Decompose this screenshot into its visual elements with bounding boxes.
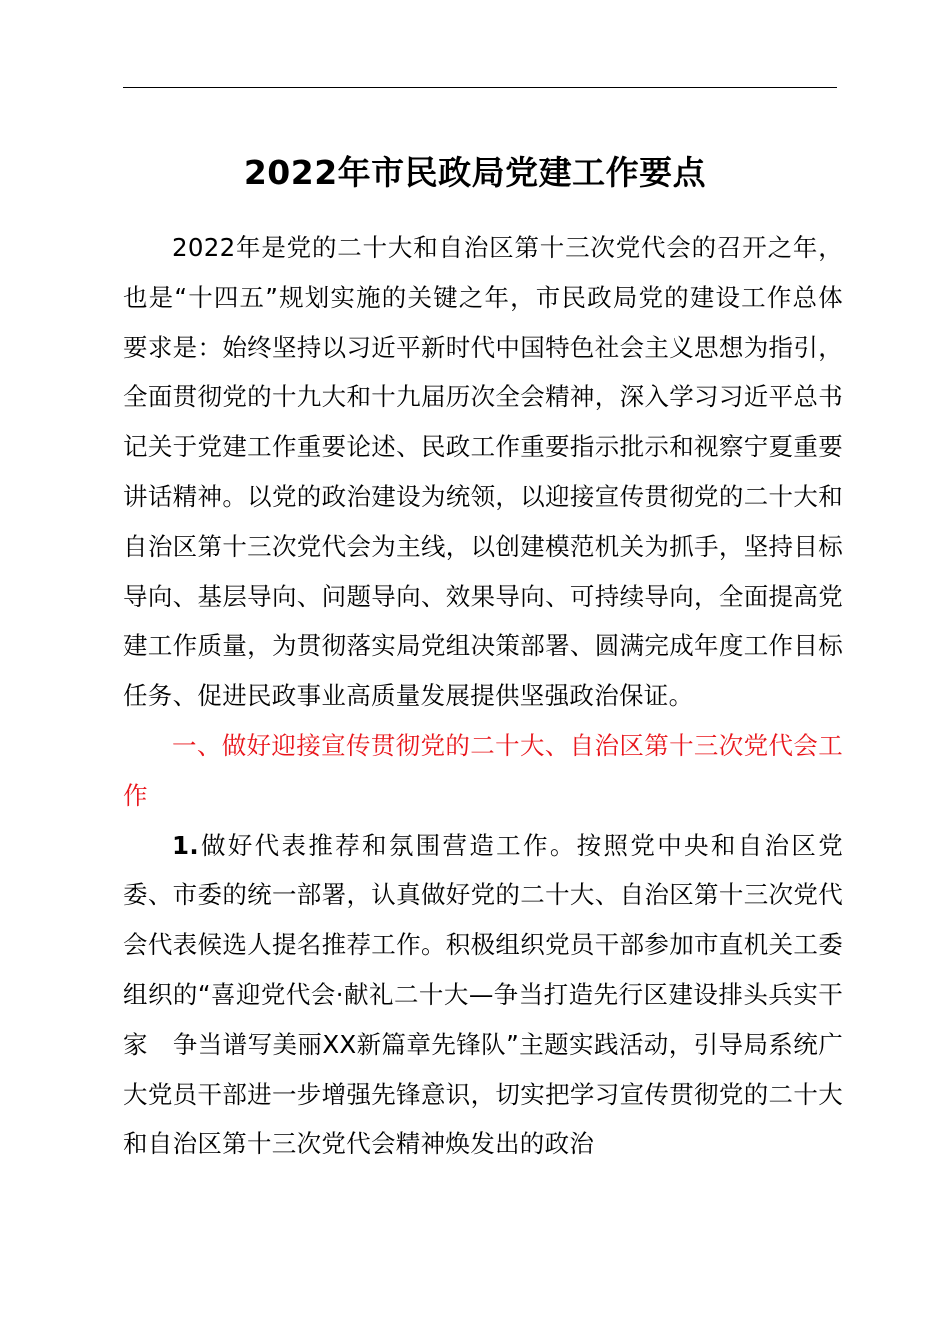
header-rule — [123, 87, 837, 88]
document-title: 2022年市民政局党建工作要点 — [243, 153, 707, 192]
item-paragraph-1 — [123, 821, 843, 1170]
section-heading-1: 一、做好迎接宣传贯彻党的二十大、自治区第十三次党代会工作 — [123, 730, 843, 810]
item-number: 1. — [172, 830, 199, 860]
document-body — [123, 223, 843, 1169]
intro-paragraph: 2022年是党的二十大和自治区第十三次党代会的召开之年，也是“十四五”规划实施的关键之年，市民政局党的建设工作总体要求是：始终坚持以习近平新时代中国特色社会主义思想为指引，全面贯彻党的十九大和十九届历次全会精神，深入学习习近平总书记关于党建工作重要论述、民政工作重要指示批示和视察宁夏重要讲话精神。以党的政治建设为统领，以迎接宣传贯彻党的二十大和自治区第十三次党代会为主线，以创建模范机关为抓手，坚持目标导向、基层导向、问题导向、效果导向、可持续导向，全面提高党建工作质量，为贯彻落实局党组决策部署、圆满完成年度工作目标任务、促进民政事业高质量发展提供坚强政治保证。 — [123, 233, 843, 711]
item-text: 做好代表推荐和氛围营造工作。按照党中央和自治区党委、市委的统一部署，认真做好党的二十大、自治区第十三次党代会代表候选人提名推荐工作。积极组织党员干部参加市直机关工委组织的“喜迎党代会·献礼二十大—争当打造先行区建设排头兵实干家 争当谱写美丽XX新篇章先锋队”主题实践活动，引导局系统广大党员干部进一步增强先锋意识，切实把学习宣传贯彻党的二十大和自治区第十三次党代会精神焕发出的政治 — [123, 830, 843, 1159]
